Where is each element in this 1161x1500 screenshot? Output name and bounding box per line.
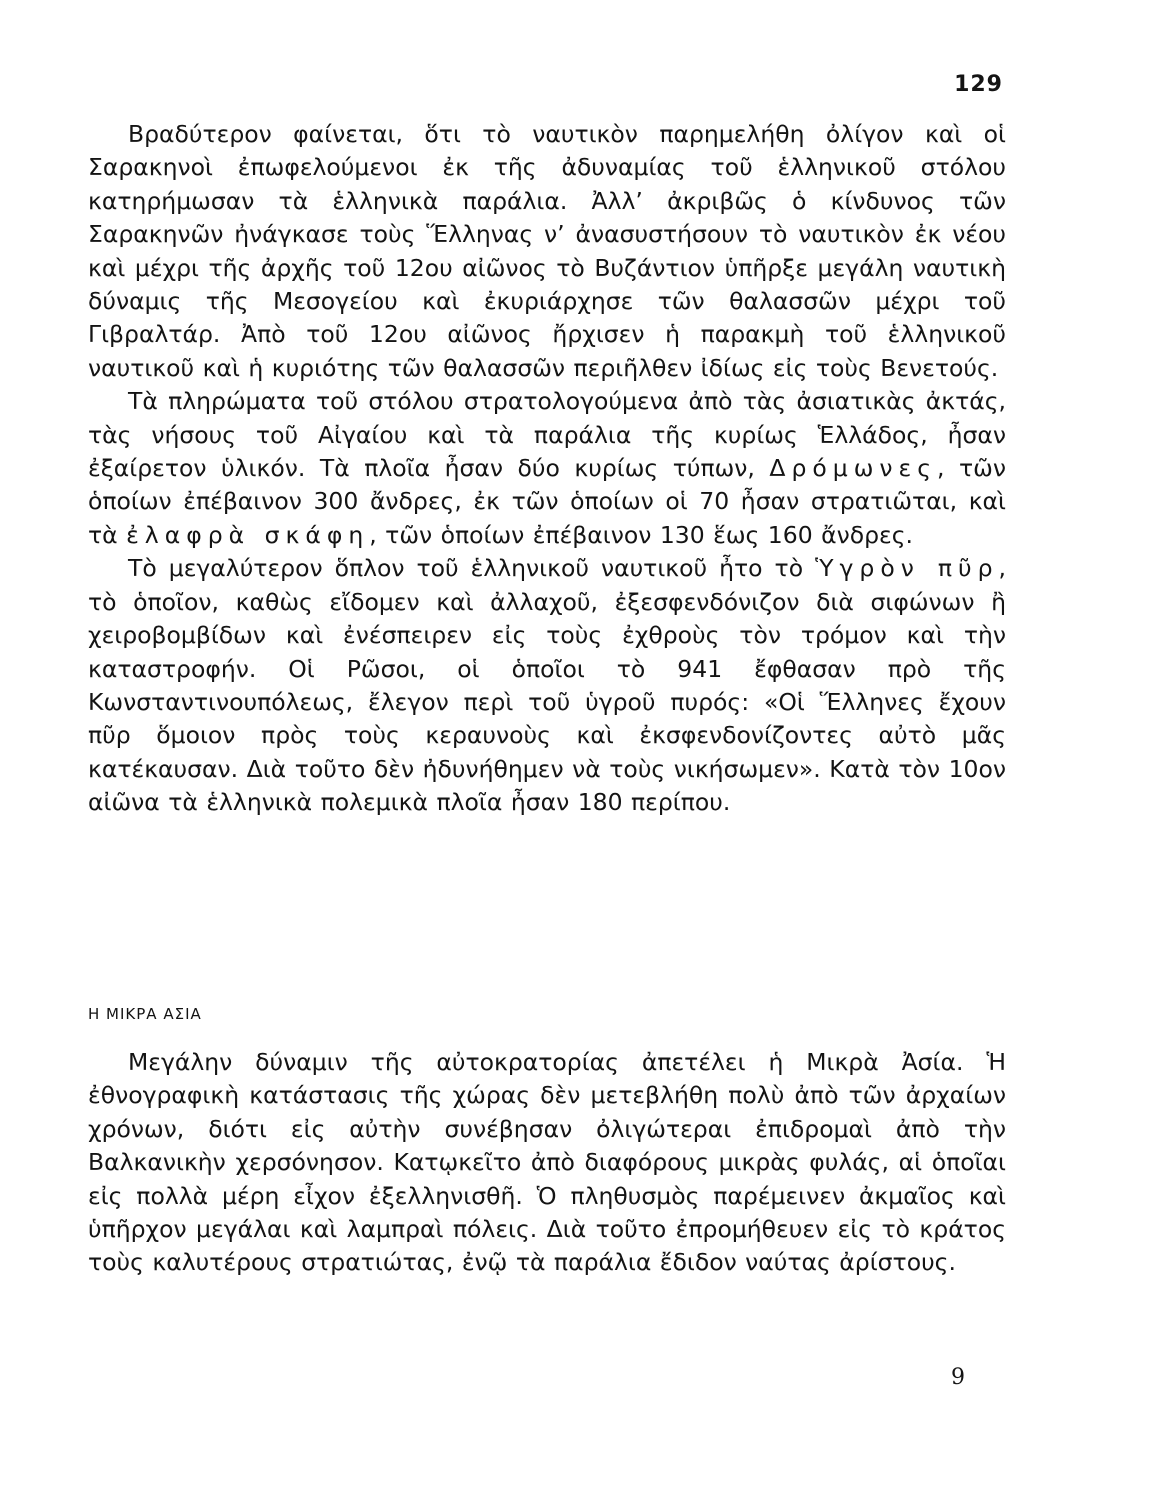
signature-number: 9	[951, 1365, 965, 1390]
paragraph-2-text-c: , τῶν ὁποίων ἐπέβαινον 130 ἕως 160 ἄνδρες.	[369, 520, 913, 549]
term-dromones: Δρόμωνες	[769, 454, 938, 483]
term-greek-fire: Ὑγρὸν πῦρ	[815, 554, 999, 583]
paragraph-3-text-b: , τὸ ὁποῖον, καθὼς εἴδομεν καὶ ἀλλαχοῦ, ἐξεσφενδόνιζον διὰ σιφώνων ἢ χειροβομβίδων καὶ ἐνέσπειρεν εἰς τοὺς ἐχθροὺς τὸν τρόμον καὶ τὴν καταστροφήν. Οἱ Ρῶσοι, οἱ ὁποῖοι τὸ 941 ἔφθασαν πρὸ τῆς Κωνσταντινουπόλεως, ἔλεγον περὶ τοῦ ὑγροῦ πυρός: «Οἱ Ἕλληνες ἔχουν πῦρ ὅμοιον πρὸς τοὺς κεραυνοὺς καὶ ἐκσφενδονίζοντες αὐτὸ μᾶς κατέκαυσαν. Διὰ τοῦτο δὲν ἠδυνήθημεν νὰ τοὺς νικήσωμεν». Κατὰ τὸν 10ον αἰῶνα τὰ ἑλληνικὰ πολεμικὰ πλοῖα ἦσαν 180 περίπου.	[88, 554, 1006, 817]
paragraph-1: Βραδύτερον φαίνεται, ὅτι τὸ ναυτικὸν παρημελήθη ὀλίγον καὶ οἱ Σαρακηνοὶ ἐπωφελούμενοι ἐκ τῆς ἀδυναμίας τοῦ ἑλληνικοῦ στόλου κατηρήμωσαν τὰ ἑλληνικὰ παράλια. Ἀλλ’ ἀκριβῶς ὁ κίνδυνος τῶν Σαρακηνῶν ἠνάγκασε τοὺς Ἕλληνας ν’ ἀνασυστήσουν τὸ ναυτικὸν ἐκ νέου καὶ μέχρι τῆς ἀρχῆς τοῦ 12ου αἰῶνος τὸ Βυζάντιον ὑπῆρξε μεγάλη ναυτικὴ δύναμις τῆς Μεσογείου καὶ ἐκυριάρχησε τῶν θαλασσῶν μέχρι τοῦ Γιβραλτάρ. Ἀπὸ τοῦ 12ου αἰῶνος ἤρχισεν ἡ παρακμὴ τοῦ ἑλληνικοῦ ναυτικοῦ καὶ ἡ κυριότης τῶν θαλασσῶν περιῆλθεν ἰδίως εἰς τοὺς Βενετούς.	[88, 120, 1006, 382]
paragraph-2	[88, 385, 1006, 552]
paragraph-4: Μεγάλην δύναμιν τῆς αὐτοκρατορίας ἀπετέλει ἡ Μικρὰ Ἀσία. Ἡ ἐθνογραφικὴ κατάστασις τῆς χώρας δὲν μετεβλήθη πολὺ ἀπὸ τῶν ἀρχαίων χρόνων, διότι εἰς αὐτὴν συνέβησαν ὀλιγώτεραι ἐπιδρομαὶ ἀπὸ τὴν Βαλκανικὴν χερσόνησον. Κατῳκεῖτο ἀπὸ διαφόρους μικρὰς φυλάς, αἱ ὁποῖαι εἰς πολλὰ μέρη εἶχον ἐξελληνισθῆ. Ὁ πληθυσμὸς παρέμεινεν ἀκμαῖος καὶ ὑπῆρχον μεγάλαι καὶ λαμπραὶ πόλεις. Διὰ τοῦτο ἐπρομήθευεν εἰς τὸ κράτος τοὺς καλυτέρους στρατιώτας, ἐνῷ τὰ παράλια ἔδιδον ναύτας ἀρίστους.	[88, 1048, 1006, 1277]
paragraph-2-text-b: , τῶν ὁποίων ἐπέβαινον 300 ἄνδρες, ἐκ τῶν ὁποίων οἱ 70 ἦσαν στρατιῶται, καὶ τὰ	[88, 454, 1006, 549]
section-heading-asia-minor: Η ΜΙΚΡΑ ΑΣΙΑ	[88, 1005, 202, 1023]
paragraph-3	[88, 552, 1006, 819]
paragraph-3-text-a: Τὸ μεγαλύτερον ὅπλον τοῦ ἑλληνικοῦ ναυτικοῦ ἦτο τὸ	[128, 554, 816, 583]
term-light-ships: ἐλαφρὰ σκάφη	[126, 520, 370, 549]
text-section-navy	[88, 118, 1006, 820]
text-section-asia-minor	[88, 1046, 1006, 1280]
page-number: 129	[954, 72, 1003, 97]
paragraph-2-text-a: Τὰ πληρώματα τοῦ στόλου στρατολογούμενα ἀπὸ τὰς ἀσιατικὰς ἀκτάς, τὰς νήσους τοῦ Αἰγαίου καὶ τὰ παράλια τῆς κυρίως Ἑλλάδος, ἦσαν ἐξαίρετον ὑλικόν. Τὰ πλοῖα ἦσαν δύο κυρίως τύπων,	[88, 387, 1006, 483]
